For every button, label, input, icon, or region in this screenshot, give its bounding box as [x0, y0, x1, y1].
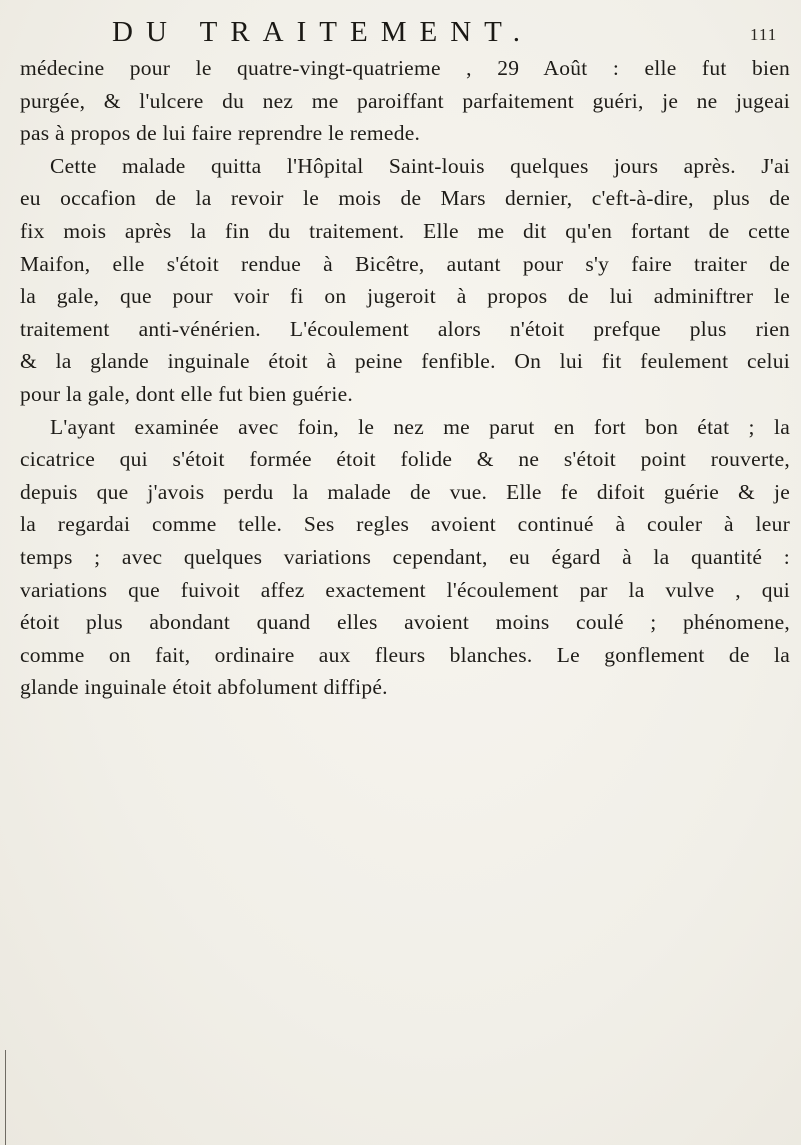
running-title: DU TRAITEMENT.	[112, 16, 533, 48]
text-line: traitement anti-vénérien. L'écoulement alors n'étoit prefque plus rien	[20, 316, 790, 341]
text-line: temps ; avec quelques variations cependant, eu égard à la quantité :	[20, 544, 790, 569]
text-line: médecine pour le quatre-vingt-quatrieme , 29 Août : elle fut bien	[20, 56, 790, 80]
paragraph-first-line: Cette malade quitta l'Hôpital Saint-louis quelques jours après. J'ai	[50, 153, 790, 178]
text-line: & la glande inguinale étoit à peine fenfible. On lui fit feulement celui	[20, 349, 790, 374]
text-line: Maifon, elle s'étoit rendue à Bicêtre, autant pour s'y faire traiter de	[20, 251, 790, 276]
text-line: pour la gale, dont elle fut bien guérie.	[20, 381, 353, 406]
text-line: variations que fuivoit affez exactement l'écoulement par la vulve , qui	[20, 577, 790, 602]
text-line: eu occafion de la revoir le mois de Mars dernier, c'eft-à-dire, plus de	[20, 186, 790, 211]
text-line: étoit plus abondant quand elles avoient moins coulé ; phénomene,	[20, 610, 790, 635]
text-line: depuis que j'avois perdu la malade de vue. Elle fe difoit guérie & je	[20, 479, 790, 504]
text-line: cicatrice qui s'étoit formée étoit folide & ne s'étoit point rouverte,	[20, 447, 790, 472]
body-text	[20, 52, 790, 704]
text-line: glande inguinale étoit abfolument diffipé.	[20, 675, 388, 700]
page-number: 111	[750, 25, 778, 44]
text-line: la gale, que pour voir fi on jugeroit à propos de lui adminiftrer le	[20, 284, 790, 309]
text-line: fix mois après la fin du traitement. Elle me dit qu'en fortant de cette	[20, 218, 790, 243]
paragraph-first-line: L'ayant examinée avec foin, le nez me parut en fort bon état ; la	[50, 414, 790, 439]
text-line: purgée, & l'ulcere du nez me paroiffant parfaitement guéri, je ne jugeai	[20, 88, 790, 113]
running-head	[20, 12, 780, 52]
text-line: comme on fait, ordinaire aux fleurs blanches. Le gonflement de la	[20, 642, 790, 667]
gutter-line	[5, 1050, 6, 1145]
text-line: pas à propos de lui faire reprendre le remede.	[20, 121, 421, 146]
text-line: la regardai comme telle. Ses regles avoient continué à couler à leur	[20, 512, 790, 537]
